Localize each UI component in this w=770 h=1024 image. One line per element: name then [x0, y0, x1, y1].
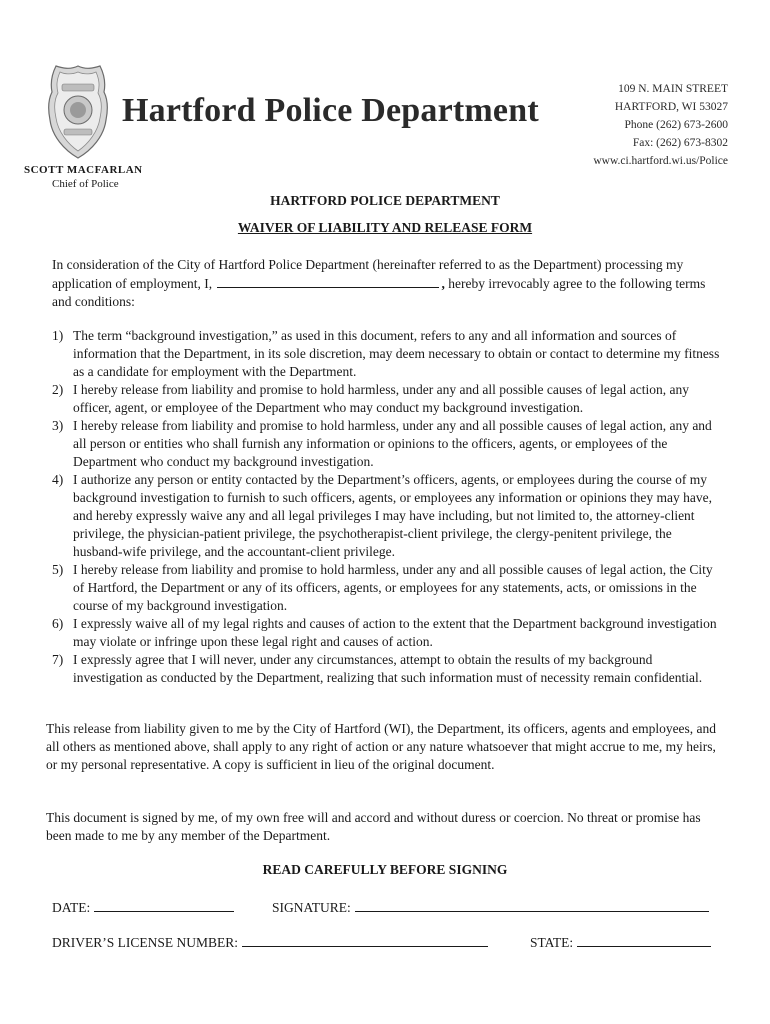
- term-item: [52, 615, 724, 651]
- term-text: I hereby release from liability and promise to hold harmless, under any and all possible causes of legal action, any and all person or entities who shall furnish any information or opinions to the officers, agents, or employees of the Department who conduct my background investigation.: [73, 418, 712, 469]
- term-text: I authorize any person or entity contacted by the Department’s officers, agents, or employees during the course of my background investigation to furnish to such officers, agents, or employees any information or opinions they may have, and hereby expressly waive any and all legal privileges I may have including, but not limited to, the attorney-client privilege, the physician-patient privilege, the psychotherapist-client privilege, the clergy-penitent privilege, the husband-wife privilege, and the accountant-client privilege.: [73, 472, 712, 559]
- term-number: 7): [52, 652, 64, 667]
- term-text: The term “background investigation,” as used in this document, refers to any and all information and sources of information that the Department, in its sole discretion, may deem necessary to obtain or contact to determine my fitness as a candidate for employment with the Department.: [73, 328, 720, 379]
- term-item: [52, 417, 724, 471]
- drivers-license-field[interactable]: [242, 933, 488, 947]
- term-number: 6): [52, 616, 64, 631]
- intro-comma: ,: [441, 276, 445, 291]
- drivers-license-label: DRIVER’S LICENSE NUMBER:: [52, 935, 239, 950]
- release-paragraph: This release from liability given to me by the City of Hartford (WI), the Department, its officers, agents and employees, and all others as mentioned above, shall apply to any right of action or any nature whatsoever that might accrue to me, my heirs, or my personal representative. A copy is sufficient in lieu of the original document.: [46, 721, 717, 772]
- address-phone: Phone (262) 673-2600: [624, 119, 728, 131]
- term-item: [52, 327, 724, 381]
- term-text: I hereby release from liability and promise to hold harmless, under any and all possible causes of legal action, any officer, agent, or employee of the Department who may conduct my background investigation.: [73, 382, 689, 415]
- signature-label: SIGNATURE:: [272, 900, 351, 915]
- term-item: [52, 651, 724, 687]
- term-text: I expressly agree that I will never, under any circumstances, attempt to obtain the results of my background investigation as conducted by the Department, realizing that such information must of necessity remain confidential.: [73, 652, 703, 685]
- terms-list: [52, 327, 724, 687]
- signature-field[interactable]: [355, 898, 709, 912]
- chief-title: Chief of Police: [52, 178, 119, 190]
- document-subtitle: WAIVER OF LIABILITY AND RELEASE FORM: [237, 220, 533, 235]
- date-field[interactable]: [94, 898, 234, 912]
- address-website: www.ci.hartford.wi.us/Police: [593, 155, 728, 167]
- read-carefully-heading: READ CAREFULLY BEFORE SIGNING: [262, 862, 508, 877]
- term-item: [52, 381, 724, 417]
- term-number: 1): [52, 328, 64, 343]
- term-text: I expressly waive all of my legal rights and causes of action to the extent that the Department background investigation may violate or infringe upon these legal right and causes of action.: [73, 616, 717, 649]
- address-city: HARTFORD, WI 53027: [614, 101, 728, 113]
- state-field[interactable]: [577, 933, 711, 947]
- signed-paragraph: This document is signed by me, of my own free will and accord and without duress or coercion. No threat or promise has been made to me by any member of the Department.: [46, 810, 701, 843]
- term-item: [52, 561, 724, 615]
- term-text: I hereby release from liability and promise to hold harmless, under any and all possible causes of legal action, the City of Hartford, the Department or any of its officers, agents, or employees for any statements, acts, or omissions in the course of my background investigation.: [73, 562, 713, 613]
- department-name: Hartford Police Department: [122, 92, 539, 129]
- date-label: DATE:: [52, 900, 91, 915]
- state-label: STATE:: [530, 935, 574, 950]
- term-number: 3): [52, 418, 64, 433]
- license-field-row: [52, 933, 488, 951]
- intro-text-part1: In consideration of the City of Hartford Police Department (hereinafter referred to as the Department) processing my application of employment, I,: [52, 257, 684, 291]
- term-item: [52, 471, 724, 561]
- applicant-name-field[interactable]: [217, 274, 439, 288]
- term-number: 5): [52, 562, 64, 577]
- date-field-row: [52, 898, 234, 916]
- intro-paragraph: [52, 256, 722, 311]
- signature-field-row: [272, 898, 709, 916]
- chief-name: SCOTT MACFARLAN: [24, 164, 143, 176]
- police-badge-icon: [48, 64, 108, 160]
- term-number: 2): [52, 382, 64, 397]
- term-number: 4): [52, 472, 64, 487]
- address-block: [548, 80, 728, 170]
- address-fax: Fax: (262) 673-8302: [632, 137, 728, 149]
- address-street: 109 N. MAIN STREET: [618, 83, 728, 95]
- document-title: HARTFORD POLICE DEPARTMENT: [270, 193, 500, 208]
- state-field-row: [530, 933, 711, 951]
- intro-text-part2: hereby irrevocably agree to the following terms and conditions:: [52, 276, 706, 309]
